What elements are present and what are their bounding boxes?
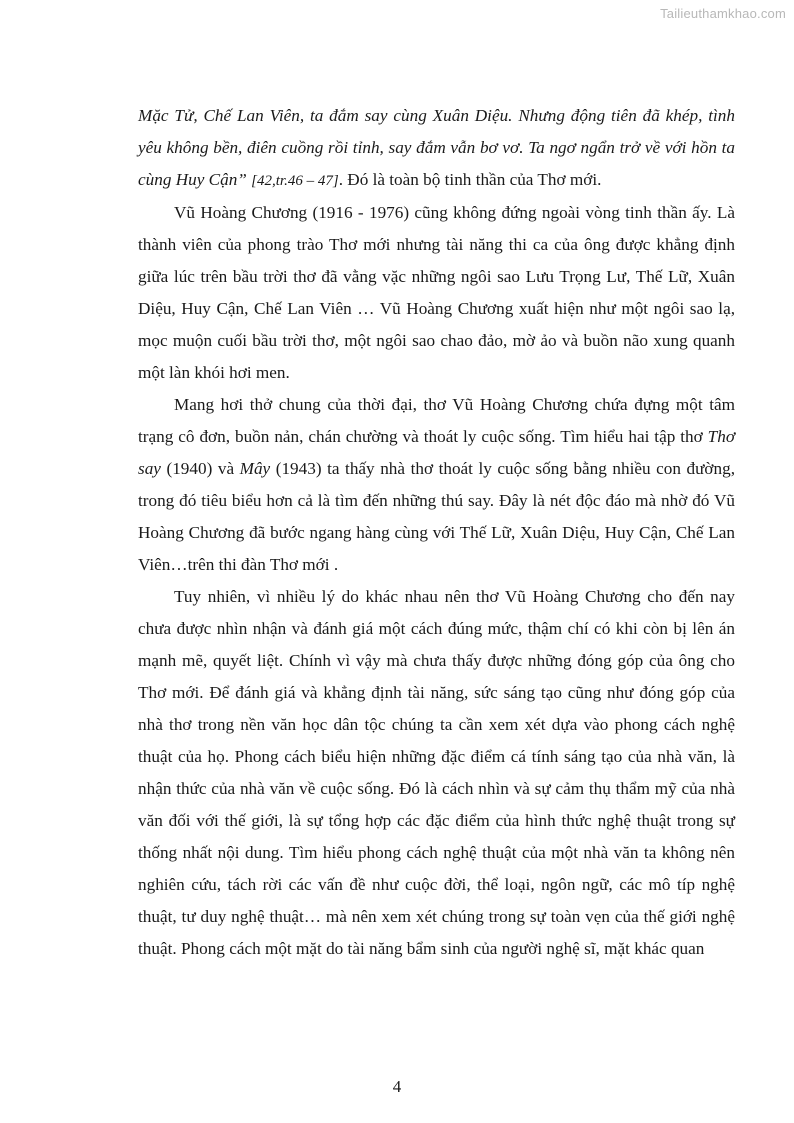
document-body [138, 100, 735, 965]
quote-trailing: . Đó là toàn bộ tinh thần của Thơ mới. [338, 170, 602, 189]
watermark: Tailieuthamkhao.com [660, 6, 786, 21]
quote-text: Mặc Tử, Chế Lan Viên, ta đắm say cùng Xuân Diệu. Nhưng động tiên đã khép, tình yêu không bền, điên cuồng rồi tỉnh, say đắm vẫn bơ vơ. Ta ngơ ngẩn trở về với hồn ta cùng Huy Cận” [138, 106, 735, 189]
paragraph-2 [138, 389, 735, 581]
quote-citation: [42,tr.46 – 47] [251, 173, 339, 189]
paragraph-2-part-c: (1943) ta thấy nhà thơ thoát ly cuộc sống bằng nhiều con đường, trong đó tiêu biểu hơn cả là tìm đến những thú say. Đây là nét độc đáo mà nhờ đó Vũ Hoàng Chương đã bước ngang hàng cùng với Thế Lữ, Xuân Diệu, Huy Cận, Chế Lan Viên…trên thi đàn Thơ mới . [138, 459, 735, 574]
paragraph-2-part-a: Mang hơi thở chung của thời đại, thơ Vũ Hoàng Chương chứa đựng một tâm trạng cô đơn, buồn nản, chán chường và thoát ly cuộc sống. Tìm hiểu hai tập thơ [138, 395, 735, 446]
paragraph-3: Tuy nhiên, vì nhiều lý do khác nhau nên thơ Vũ Hoàng Chương cho đến nay chưa được nhìn nhận và đánh giá một cách đúng mức, thậm chí có khi còn bị lên án mạnh mẽ, quyết liệt. Chính vì vậy mà chưa thấy được những đóng góp của ông cho Thơ mới. Để đánh giá và khẳng định tài năng, sức sáng tạo cũng như đóng góp của nhà thơ trong nền văn học dân tộc chúng ta cần xem xét dựa vào phong cách nghệ thuật của họ. Phong cách biểu hiện những đặc điểm cá tính sáng tạo của nhà văn, là nhận thức của nhà văn về cuộc sống. Đó là cách nhìn và sự cảm thụ thẩm mỹ của nhà văn đối với thế giới, là sự tổng hợp các đặc điểm của hình thức nghệ thuật trong sự thống nhất nội dung. Tìm hiểu phong cách nghệ thuật của một nhà văn ta không nên nghiên cứu, tách rời các vấn đề như cuộc đời, thể loại, ngôn ngữ, các mô típ nghệ thuật, tư duy nghệ thuật… mà nên xem xét chúng trong sự toàn vẹn của thế giới nghệ thuật. Phong cách một mặt do tài năng bẩm sinh của người nghệ sĩ, mặt khác quan [138, 587, 735, 958]
paragraph-1: Vũ Hoàng Chương (1916 - 1976) cũng không đứng ngoài vòng tinh thần ấy. Là thành viên của phong trào Thơ mới nhưng tài năng thi ca của ông được khẳng định giữa lúc trên bầu trời thơ đã vằng vặc những ngôi sao Lưu Trọng Lư, Thế Lữ, Xuân Diệu, Huy Cận, Chế Lan Viên … Vũ Hoàng Chương xuất hiện như một ngôi sao lạ, mọc muộn cuối bầu trời thơ, một ngôi sao chao đảo, mờ ảo và buồn não xung quanh một làn khói hơi men. [138, 203, 735, 382]
quote-paragraph [138, 100, 735, 197]
paragraph-2-part-b: (1940) và [160, 459, 240, 478]
book-title-tho-say: Thơ say [138, 427, 735, 478]
book-title-may: Mây [239, 459, 271, 478]
page-number: 4 [392, 1077, 402, 1096]
